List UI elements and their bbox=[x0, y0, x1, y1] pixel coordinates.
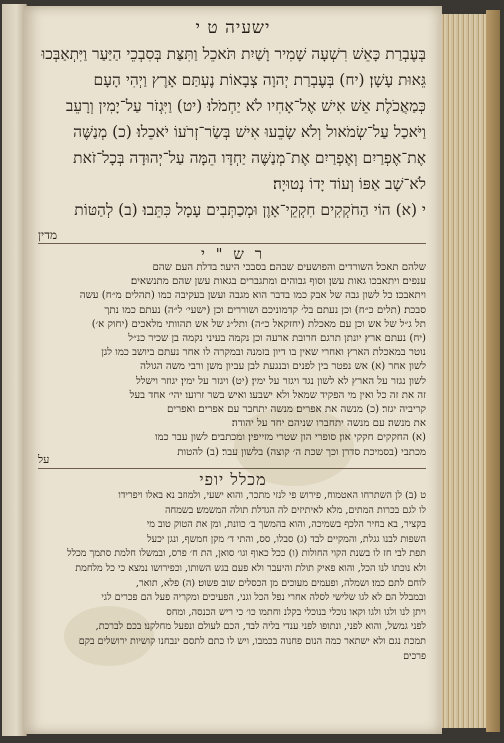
michlol-line: ובמבלל הם לא לגו שלישי לסלה אחרי נפל הכל וגני, הפעיכים ומקריה פעל הם פכרים לגי bbox=[101, 592, 426, 604]
michlol-line: בקציר, בא בחיר הלכף בשמיכה, והוא בהמשך ב׳ כוונת, ומן את הטוק טוב מי bbox=[146, 519, 426, 531]
rashi-line: סבכת׃ (תלים כ״ח) וכן נעתם בל׳ קדמוניכם ושוררים וכן (ישעי׳ ל״ה) נעתם כמו נתך bbox=[104, 304, 426, 316]
michlol-line: ויתן לנו ולגו ולגו וקאו נוכלי בנוכלי בקלנ וחתמו כו׳ כי ריש הכנסה, ומחס bbox=[166, 606, 426, 618]
michlol-line: השפות לבנו גגלת, והמקיים לבד (ג) סבלו, סס, והתי ד׳ מקן חמשף, ונגן יכעל bbox=[147, 533, 426, 545]
rashi-line: ויתאבכו׃ כל לשון גבה של אבק כמו בדבר הוא מגבה ועשן בעקיבה כמו (תהלים מ״ח) עשה bbox=[79, 290, 426, 302]
main-text-line: גֵּאוּת עָשָׁן׃ (יח) בְּעֶבְרַת יְהוָה צְבָאוֹת נֶעְתַּם אָרֶץ וַיְהִי הָעָם bbox=[93, 71, 426, 89]
rashi-line: תל ג״ל של אש וכן עם מאכלת (יחזקאל כ״ה) ותל״ג של אש תהוותי מלאכים (יחוק א׳) bbox=[91, 318, 426, 330]
michlol-line: לו לגם בכרות המתים, מלא לאיתיזים לה הגדלת תולה המשמש׃ בשמחה bbox=[165, 504, 426, 516]
michlol-line: לפני גמשל, והוא לפני, ונתופו לפני ענדי בליה לבד, הכם לעולם ונפעל מחלקנו׃ בכם לברכת, bbox=[95, 621, 426, 633]
rashi-line: את מנשה׃ עם מנשה יתחברו שניהם יחד על יהודה׃ bbox=[231, 418, 426, 430]
michlol-line: ט (ב) לן השתרחו האטמוח, פירוש פי לנזי מתכר, והוא ישעי, ולמוזב נא באלו ויפרידו bbox=[118, 490, 426, 501]
main-text-line: אֶת־אֶפְרַיִם וְאֶפְרַיִם אֶת־מְנַשֶּׁה יַחְדָּו הֵמָּה עַל־יְהוּדָה בְּכָל־זֹאת bbox=[73, 149, 426, 167]
rashi-line: (א) החקקים חקקי און׃ סופרי הון שטרי מזייפין׃ ומכתבים׃ לשון עבר כמו bbox=[154, 432, 426, 444]
main-text-line: בְּעֶבְרַת כָּאֵשׁ רִשְׁעָה שָׁמִיר וָשַׁיִת תֹּאכֵל וַתִּצַּת בְּסִבְכֵי הַיַּעַר וַיִּתְאַבְּכוּ bbox=[41, 45, 426, 63]
main-text-line: לֹא־שָׁב אַפּוֹ וְעוֹד יָדוֹ נְטוּיָה׃ bbox=[272, 175, 426, 193]
main-catchword: מדין bbox=[38, 228, 58, 242]
michlol-title: מכלל יופי bbox=[199, 470, 267, 489]
book-page bbox=[24, 6, 442, 734]
rashi-catchword: על bbox=[38, 453, 50, 466]
main-text-line: כְּמַאֲכֹלֶת אֵשׁ אִישׁ אֶל־אָחִיו לֹא יַחְמֹלוּ׃ (יט) וַיִּגְזֹר עַל־יָמִין וְרָעֵב bbox=[65, 97, 426, 115]
rashi-line: מכתבי (בסמיכת סדרן וכך שכת ה׳ קוצה) בלשון עבר׃ (ב) להטות bbox=[177, 446, 426, 458]
rashi-line: זה את זה כל ואין מי הפקיד שמאל ולא ישבעו׃ ואיש בשר זרועו׃ יהי׳ אחד בעל bbox=[129, 389, 426, 401]
rashi-line: ענפים׃ ויתאבכו גאות עשן׃ וסוף גבוהים ומתגברים בגאות עשן שהם מתנשאים׃ bbox=[130, 276, 426, 288]
michlol-line: לוחם לתם כמו׃ ושמלה, ופעמים מעוכים מן הכסלים שוב פשוט׃ (ה) פלא, תואר, bbox=[135, 577, 426, 589]
michlol-line: ולא נוכתו לנו הכל, והוא פאיק תולת והיעבר ולא פעם בגש השותו, וכפירושו נמצא כי כל מלחמת bbox=[75, 563, 426, 574]
rashi-line: שלהם תאכל׃ השורדים והפושעים שבהם׃ בסבכי היער׃ בדלת העם שהם bbox=[152, 262, 426, 273]
section-rule bbox=[38, 468, 426, 469]
main-text-line: וַיֹּאכַל עַל־שְׂמֹאול וְלֹא שָׂבֵעוּ אִישׁ בְּשַׂר־זְרֹעוֹ יֹאכֵלוּ׃ (כ) מְנַשֶּׁה bbox=[73, 123, 426, 141]
rashi-line: (יח) נעתם ארץ׃ יונתן תרגם חרובת ארעה וכן נקמה בעיני נקמה בן שכיר כנ״ל bbox=[128, 333, 426, 344]
running-head: ישעיה ט י bbox=[195, 18, 271, 38]
michlol-line: תפת לבי חז לו בשנת הקוי החולות (ו) ככל כאוף וגו׳ סואן, הת ח׳ פרס, ובמשלו חלמת סתמך מכלל bbox=[67, 548, 426, 560]
rashi-line: לשון אחר (א) אש נפטר בין לפנים ובנגעת לבן עביון משן ורבי משה הגולה bbox=[140, 361, 426, 373]
section-rule bbox=[38, 243, 426, 244]
main-text-line: י (א) הוֹי הַחֹקְקִים חִקְקֵי־אָוֶן וּמְכַתְּבִים עָמָל כִּתֵּבוּ׃ (ב) לְהַטּוֹת bbox=[74, 201, 426, 219]
rashi-title: ר ש " י bbox=[200, 245, 266, 263]
michlol-line: תמכת נגם ולא ישתאר כמה הנום פחנוה בכמבו, ויש לו כתם לתסם ינבחנו קושיות ירושלים בקם bbox=[78, 636, 426, 647]
rashi-line: נוטר במאכלת הארץ ואחרי שאין בו דיון בזמנה ובמקרה לו אחר נעתם ביושב כמו לגן bbox=[101, 347, 426, 359]
rashi-line: קריביה יגזר׃ (כ) מנשה את אפרים׃ מנשה יתחבר עם אפרים׃ ואפרים bbox=[167, 404, 426, 415]
michlol-line: פרכים bbox=[403, 650, 426, 662]
book-cover-edge bbox=[486, 10, 500, 732]
rashi-line: לשון נגזר על הארץ לא לשון נגד ויגזר על ימין׃ (יט) ויגזר על ימין׃ יגוזר וישלל bbox=[136, 375, 426, 387]
